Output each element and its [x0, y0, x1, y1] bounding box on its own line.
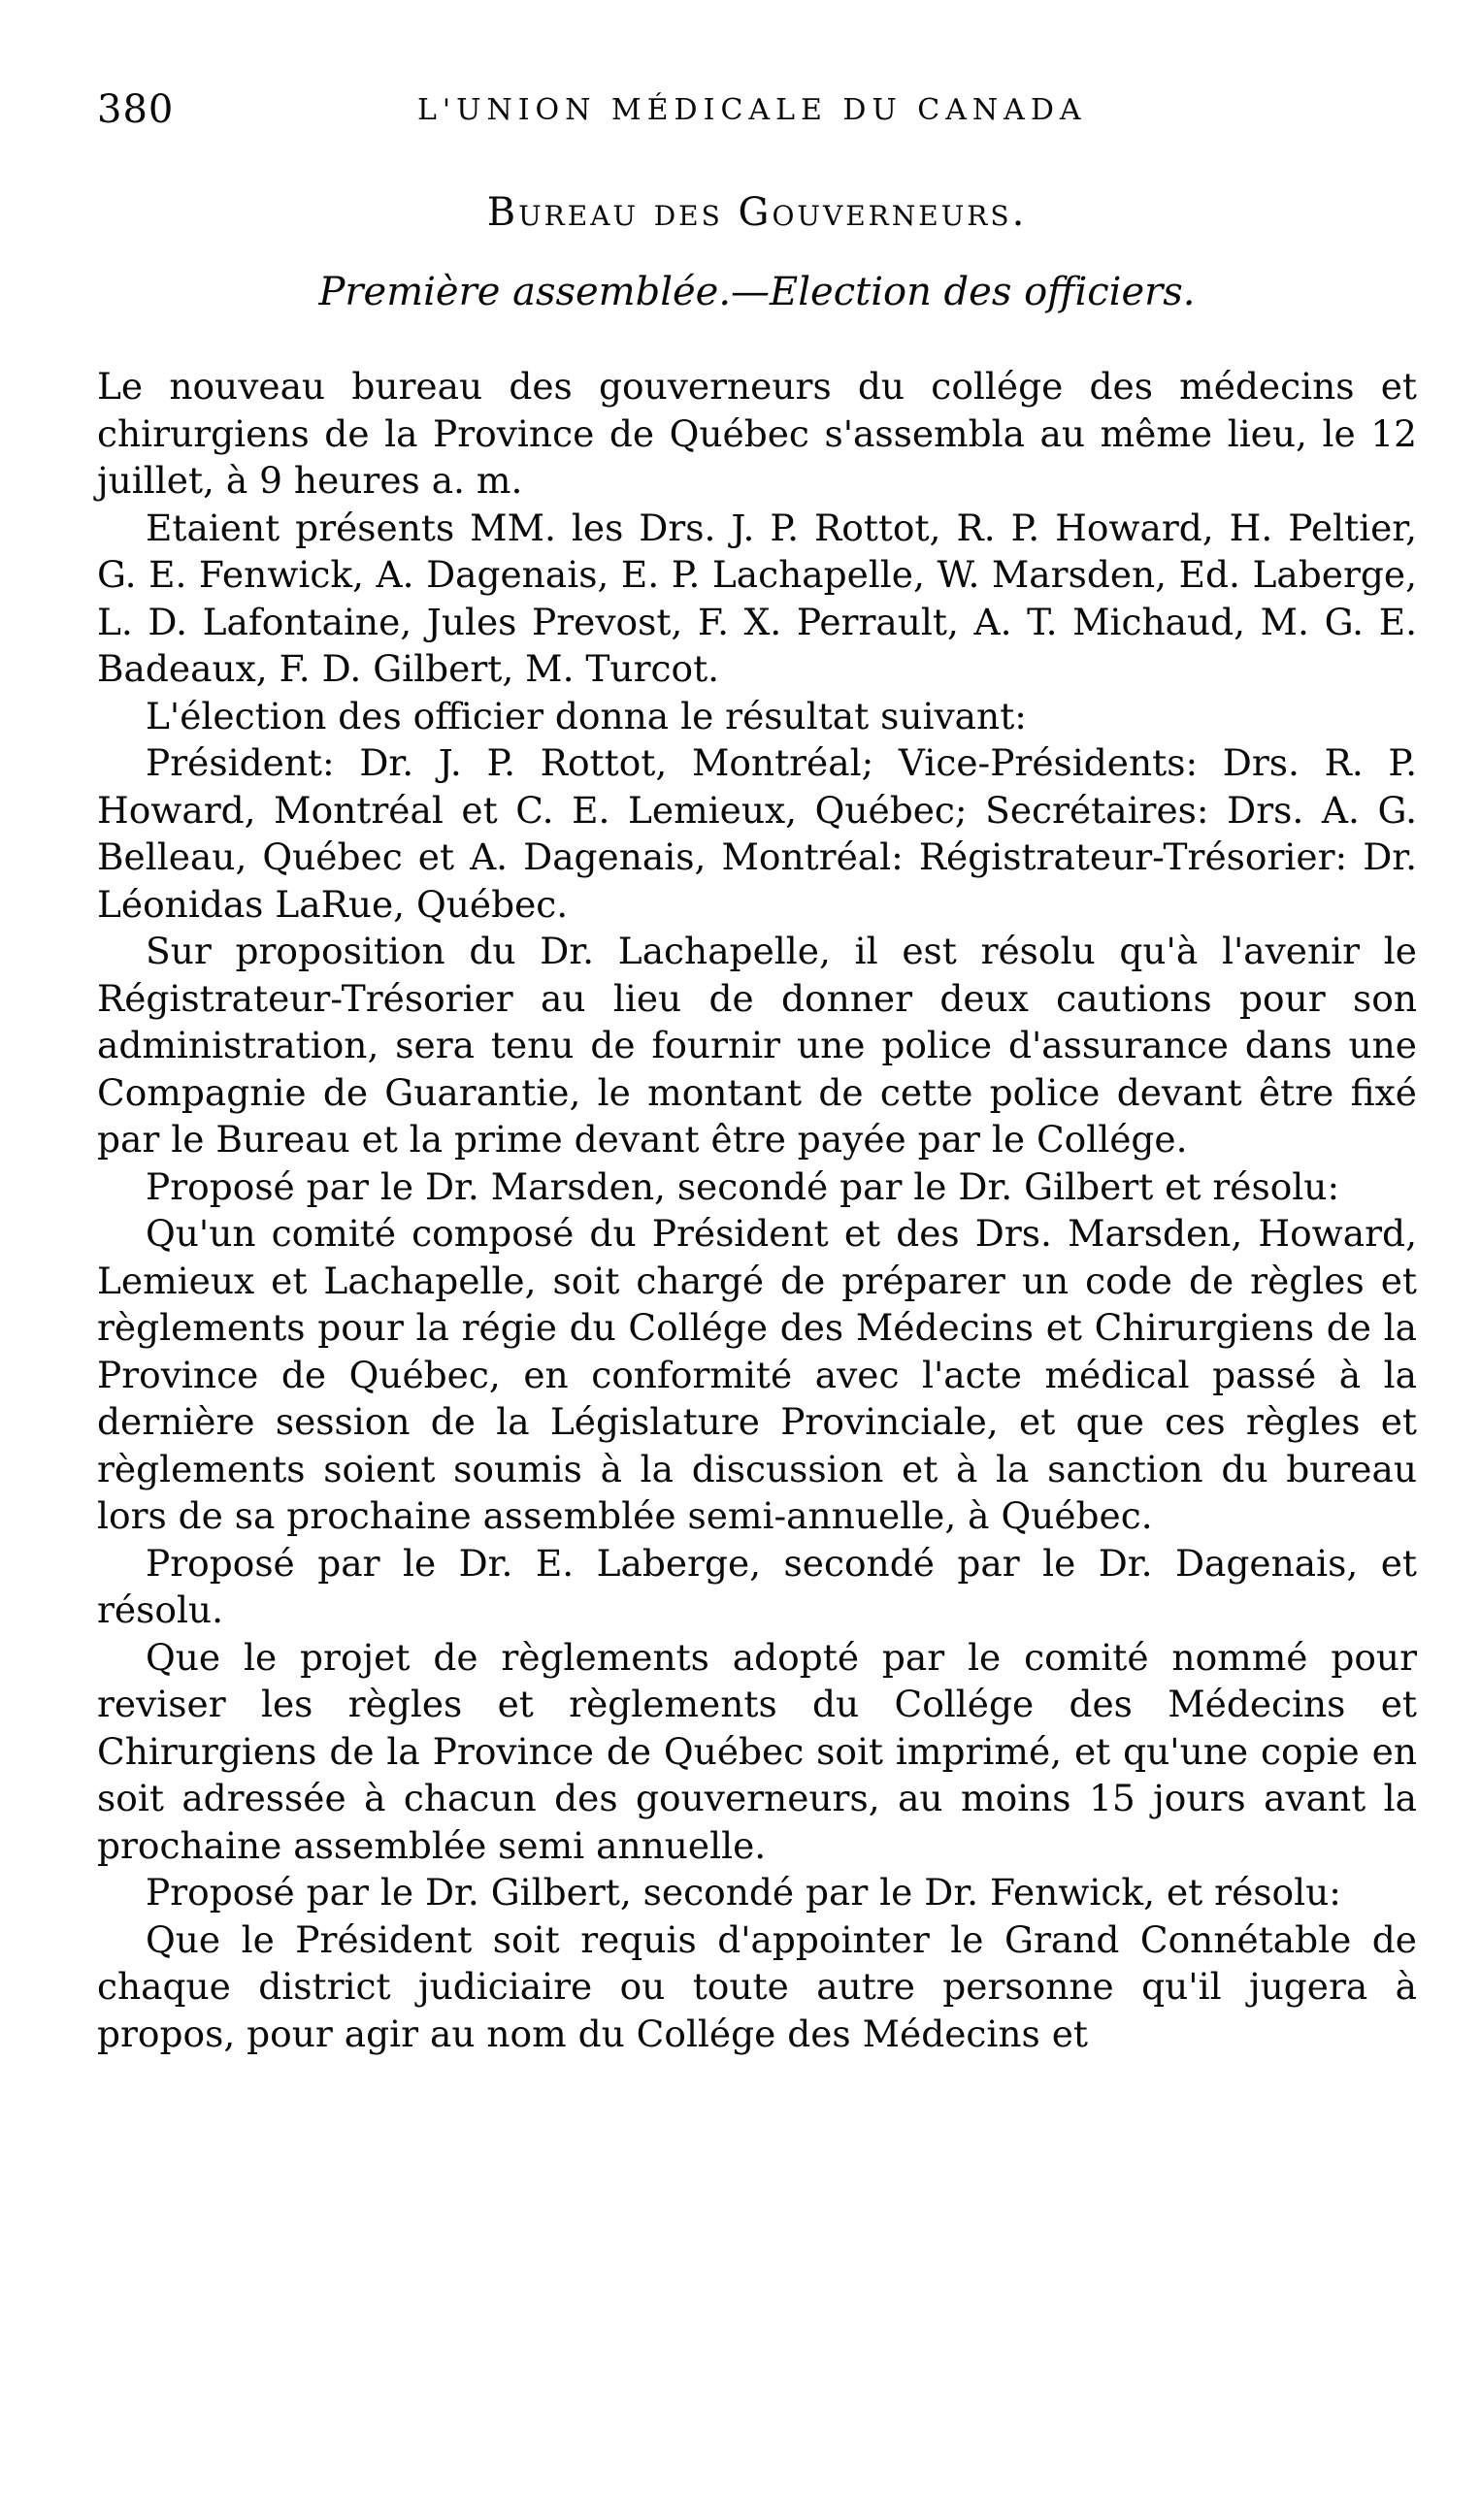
paragraph: Sur proposition du Dr. Lachapelle, il est résolu qu'à l'avenir le Régistrateur-Trésorier au lieu de donner deux cautions pour son administration, sera tenu de fournir une police d'assurance dans une Compagnie de Guarantie, le montant de cette police devant être fixé par le Bureau et la prime devant être payée par le Collége.	[97, 930, 1417, 1161]
paragraph: Proposé par le Dr. Marsden, secondé par le Dr. Gilbert et résolu:	[146, 1164, 1340, 1208]
section-subtitle: Première assemblée.—Election des officiers.	[318, 270, 1196, 314]
document-page	[97, 87, 1417, 2057]
paragraph: Que le projet de règlements adopté par le comité nommé pour reviser les règles et règlements du Collége des Médecins et Chirurgiens de la Province de Québec soit imprimé, et qu'une copie en soit adressée à chacun des gouverneurs, au moins 15 jours avant la prochaine assemblée semi annuelle.	[97, 1635, 1417, 1867]
journal-title: L'UNION MÉDICALE DU CANADA	[417, 93, 1087, 127]
paragraph: Proposé par le Dr. E. Laberge, secondé par le Dr. Dagenais, et résolu.	[97, 1541, 1417, 1631]
paragraph: Etaient présents MM. les Drs. J. P. Rottot, R. P. Howard, H. Peltier, G. E. Fenwick, A. Dagenais, E. P. Lachapelle, W. Marsden, Ed. Laberge, L. D. Lafontaine, Jules Prevost, F. X. Perrault, A. T. Michaud, M. G. E. Badeaux, F. D. Gilbert, M. Turcot.	[97, 506, 1417, 690]
section-title: Bureau des Gouverneurs.	[486, 190, 1028, 235]
paragraph: Le nouveau bureau des gouverneurs du collége des médecins et chirurgiens de la Province de Québec s'assembla au même lieu, le 12 juillet, à 9 heures a. m.	[97, 365, 1417, 502]
paragraph: Que le Président soit requis d'appointer le Grand Connétable de chaque district judiciaire ou toute autre personne qu'il jugera à propos, pour agir au nom du Collége des Médecins et	[97, 1917, 1417, 2055]
body-text	[97, 363, 1417, 2057]
paragraph: L'élection des officier donna le résultat suivant:	[146, 694, 1027, 737]
paragraph: Qu'un comité composé du Président et des Drs. Marsden, Howard, Lemieux et Lachapelle, soit chargé de préparer un code de règles et règlements pour la régie du Collége des Médecins et Chirurgiens de la Province de Québec, en conformité avec l'acte médical passé à la dernière session de la Législature Provinciale, et que ces règles et règlements soient soumis à la discussion et à la sanction du bureau lors de sa prochaine assemblée semi-annuelle, à Québec.	[97, 1212, 1417, 1537]
paragraph: Président: Dr. J. P. Rottot, Montréal; Vice-Présidents: Drs. R. P. Howard, Montréal et C. E. Lemieux, Québec; Secrétaires: Drs. A. G. Belleau, Québec et A. Dagenais, Montréal: Régistrateur-Trésorier: Dr. Léonidas LaRue, Québec.	[97, 741, 1417, 926]
paragraph: Proposé par le Dr. Gilbert, secondé par le Dr. Fenwick, et résolu:	[146, 1871, 1341, 1914]
running-head	[97, 87, 1417, 146]
page-number: 380	[97, 87, 175, 132]
